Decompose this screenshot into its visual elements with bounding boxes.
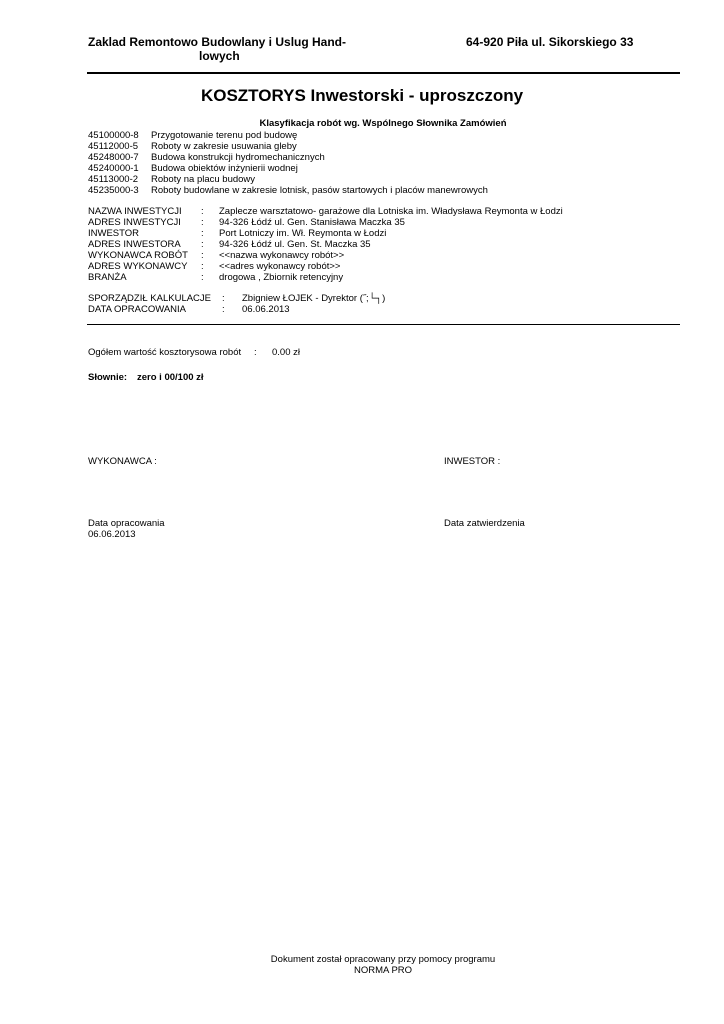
prepared-sep: : — [222, 293, 225, 304]
prepared-label: DATA OPRACOWANIA — [88, 304, 187, 315]
classification-code: 45248000-7 — [88, 152, 139, 163]
total-label: Ogółem wartość kosztorysowa robót — [88, 347, 242, 358]
approval-date-label: Data zatwierdzenia — [444, 518, 525, 529]
detail-sep: : — [201, 250, 204, 261]
document-title: KOSZTORYS Inwestorski - uproszczony — [200, 86, 524, 105]
classification-desc: Budowa obiektów inżynierii wodnej — [151, 163, 298, 174]
detail-value: Port Lotniczy im. Wł. Reymonta w Łodzi — [219, 228, 387, 239]
prep-date-value: 06.06.2013 — [88, 529, 136, 540]
prepared-label: SPORZĄDZIŁ KALKULACJE — [88, 293, 212, 304]
detail-label: ADRES INWESTYCJI — [88, 217, 181, 228]
detail-label: ADRES WYKONAWCY — [88, 261, 188, 272]
detail-value: 94-326 Łódź ul. Gen. Stanisława Maczka 35 — [219, 217, 405, 228]
investor-signature-label: INWESTOR : — [444, 456, 501, 467]
total-sep: : — [254, 347, 257, 358]
prepared-value: Zbigniew ŁOJEK - Dyrektor (˝;└┐) — [242, 293, 386, 304]
detail-value: drogowa , Zbiornik retencyjny — [219, 272, 344, 283]
classification-desc: Roboty budowlane w zakresie lotnisk, pasów startowych i placów manewrowych — [151, 185, 488, 196]
detail-sep: : — [201, 217, 204, 228]
prepared-sep: : — [222, 304, 225, 315]
prepared-value: 06.06.2013 — [242, 304, 290, 315]
detail-label: NAZWA INWESTYCJI — [88, 206, 182, 217]
detail-label: WYKONAWCA ROBÓT — [88, 250, 188, 261]
detail-label: BRANŻA — [88, 272, 127, 283]
detail-value: Zaplecze warsztatowo- garażowe dla Lotniska im. Władysława Reymonta w Łodzi — [219, 206, 563, 217]
footer-line1: Dokument został opracowany przy pomocy programu — [270, 954, 496, 965]
header-divider — [87, 72, 680, 74]
classification-desc: Budowa konstrukcji hydromechanicznych — [151, 152, 325, 163]
classification-code: 45100000-8 — [88, 130, 139, 141]
detail-sep: : — [201, 272, 204, 283]
details-divider — [87, 324, 680, 325]
detail-sep: : — [201, 228, 204, 239]
classification-code: 45113000-2 — [88, 174, 139, 185]
detail-value: <<nazwa wykonawcy robót>> — [219, 250, 345, 261]
detail-sep: : — [201, 206, 204, 217]
words-label: Słownie: — [88, 372, 128, 383]
company-address: 64-920 Piła ul. Sikorskiego 33 — [466, 35, 634, 49]
classification-code: 45240000-1 — [88, 163, 139, 174]
detail-sep: : — [201, 261, 204, 272]
classification-code: 45112000-5 — [88, 141, 139, 152]
detail-value: 94-326 Łódź ul. Gen. St. Maczka 35 — [219, 239, 371, 250]
detail-label: ADRES INWESTORA — [88, 239, 181, 250]
classification-heading: Klasyfikacja robót wg. Wspólnego Słownika Zamówień — [259, 118, 507, 129]
company-name-line1: Zaklad Remontowo Budowlany i Uslug Hand- — [88, 35, 347, 49]
contractor-signature-label: WYKONAWCA : — [88, 456, 157, 467]
detail-value: <<adres wykonawcy robót>> — [219, 261, 341, 272]
prep-date-label: Data opracowania — [88, 518, 165, 529]
classification-code: 45235000-3 — [88, 185, 139, 196]
company-name-line2: lowych — [199, 49, 240, 63]
detail-sep: : — [201, 239, 204, 250]
footer-line2: NORMA PRO — [353, 965, 413, 976]
words-value: zero i 00/100 zł — [137, 372, 204, 383]
total-value: 0.00 zł — [272, 347, 300, 358]
detail-label: INWESTOR — [88, 228, 140, 239]
classification-desc: Roboty w zakresie usuwania gleby — [151, 141, 297, 152]
classification-desc: Roboty na placu budowy — [151, 174, 256, 185]
classification-desc: Przygotowanie terenu pod budowę — [151, 130, 298, 141]
